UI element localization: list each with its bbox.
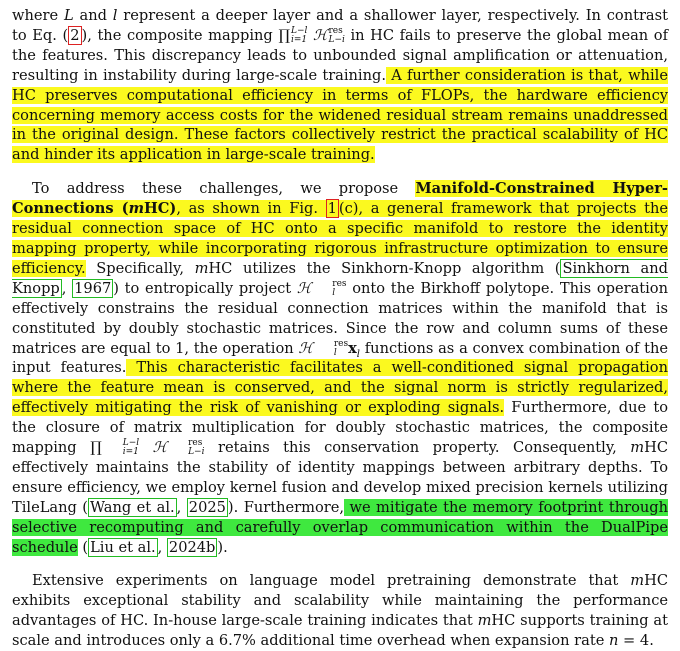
text: , as shown in Fig.: [176, 200, 326, 218]
text: ).: [217, 538, 228, 556]
H-scripts: [312, 280, 346, 298]
math-H: ℋ: [152, 439, 168, 457]
H-subscript: l: [333, 347, 337, 358]
H-scripts: [328, 27, 344, 45]
product-operator: ∏: [278, 26, 291, 44]
math-L: L: [63, 7, 74, 24]
H-superscript: res: [333, 338, 349, 349]
text: = 4: [618, 632, 650, 650]
math-n: n: [609, 632, 619, 650]
text: ). Furthermore,: [227, 498, 344, 516]
math-m: m: [630, 572, 645, 590]
product-upper-limit: L−l: [122, 438, 140, 449]
text: ), the composite mapping: [81, 26, 279, 44]
text: HC supports training at scale and introduces only a 6.7% additional time overhead when expansion rate: [12, 612, 668, 650]
math-H: ℋ: [313, 26, 328, 44]
math-x-bold: x: [348, 339, 357, 357]
text: HC effectively maintains the stability of identity mappings between arbitrary depths. To ensure efficiency, we employ kernel fusion and develop mixed precision kernels utilizing TileLang (: [12, 439, 668, 516]
method-name-paren: (: [113, 200, 129, 218]
figure-reference-link[interactable]: 1: [327, 200, 337, 218]
text: HC exhibits exceptional stability and scalability while maintaining the performance advantages of HC. In-house large-scale training indicates that: [12, 572, 668, 630]
text: HC utilizes the Sinkhorn-Knopp algorithm (: [208, 259, 561, 277]
text: ,: [61, 279, 73, 297]
math-l: l: [112, 7, 118, 24]
H-scripts: [168, 439, 204, 457]
green-highlight: we mitigate the memory footprint through selective recomputing and carefully overlap communication within the DualPipe schedule: [12, 498, 669, 556]
text: functions as a convex combination of the input features.: [12, 339, 669, 377]
product-lower-limit: i=1: [122, 447, 139, 458]
math-H: ℋ: [296, 279, 312, 297]
paragraph-hc-limitations: [12, 6, 668, 165]
yellow-highlight: A further consideration is that, while HC preserves computational efficiency in terms of FLOPs, the hardware efficiency concerning memory access costs for the widened residual stream remains unaddressed in the original design. These factors collectively restrict the practical scalability of HC and hinder its application in large-scale training.: [12, 66, 668, 164]
citation-link-sinkhorn-year[interactable]: 1967: [74, 279, 112, 297]
H-subscript: L−i: [188, 447, 205, 458]
product-limits: [103, 439, 139, 457]
H-subscript: l: [332, 287, 336, 298]
text: and: [73, 7, 113, 24]
citation-link-tilelang-year[interactable]: 2025: [188, 498, 226, 516]
text: ,: [176, 498, 187, 516]
text: in HC fails to preserve the global mean of the features. This discrepancy leads to unbounded signal amplification or attenuation, resulting in instability during large-scale training.: [12, 26, 668, 84]
text: To address these challenges, we propose: [32, 180, 416, 198]
text: Extensive experiments on language model pretraining demonstrate that: [32, 572, 631, 590]
method-name-bold: Manifold-Constrained Hyper-Connections: [12, 180, 668, 218]
text: retains this conservation property. Consequently,: [204, 439, 631, 457]
text: Furthermore, due to the closure of matrix multiplication for doubly stochastic matrices, the composite mapping: [12, 399, 668, 457]
H-superscript: res: [188, 438, 203, 449]
method-hc: HC: [144, 200, 170, 218]
paragraph-experiments: [12, 571, 668, 651]
product-operator: ∏: [90, 439, 102, 457]
method-name-paren: ): [169, 200, 177, 218]
text: represent a deeper layer and a shallower layer, respectively. In contrast to Eq. (: [12, 7, 668, 44]
product-limits: [291, 27, 307, 45]
product-upper-limit: L−l: [291, 25, 308, 36]
H-superscript: res: [332, 278, 347, 289]
text: (c), a general framework that projects the residual connection space of HC onto a specific manifold to restore the identity mapping property, while incorporating rigorous infrastructure optimization to ensure efficiency.: [12, 200, 668, 277]
citation-link-tilelang-author[interactable]: Wang et al.: [90, 498, 175, 516]
text: (: [77, 538, 89, 556]
H-scripts: [314, 340, 348, 358]
product-lower-limit: i=1: [291, 34, 308, 45]
method-m: m: [128, 200, 145, 218]
H-subscript: L−i: [328, 34, 345, 45]
text: where: [12, 7, 64, 24]
math-m: m: [630, 439, 645, 457]
math-H: ℋ: [298, 339, 313, 357]
text: Specifically,: [85, 259, 195, 277]
equation-reference-link[interactable]: 2: [70, 26, 80, 44]
text: ,: [157, 538, 167, 556]
x-subscript: l: [356, 348, 360, 360]
text: onto the Birkhoff polytope. This operation effectively constrains the residual connection matrices within the manifold that is constituted by doubly stochastic matrices. Since the row and column sums of these matrices are equal to 1, the operation: [12, 279, 668, 357]
citation-link-sinkhorn-author[interactable]: Sinkhorn and Knopp: [12, 259, 668, 297]
math-m: m: [477, 612, 492, 630]
citation-link-dualpipe-author[interactable]: Liu et al.: [90, 538, 156, 556]
text: ) to entropically project: [113, 279, 297, 297]
math-m: m: [194, 259, 209, 277]
citation-link-dualpipe-year[interactable]: 2024b: [168, 538, 216, 556]
yellow-highlight: This characteristic facilitates a well-conditioned signal propagation where the feature mean is conserved, and the signal norm is strictly regularized, effectively mitigating the risk of vanishing or exploding signals.: [12, 359, 668, 417]
paragraph-mhc-proposal: [12, 179, 668, 557]
text: .: [649, 632, 654, 650]
H-superscript: res: [328, 25, 343, 36]
